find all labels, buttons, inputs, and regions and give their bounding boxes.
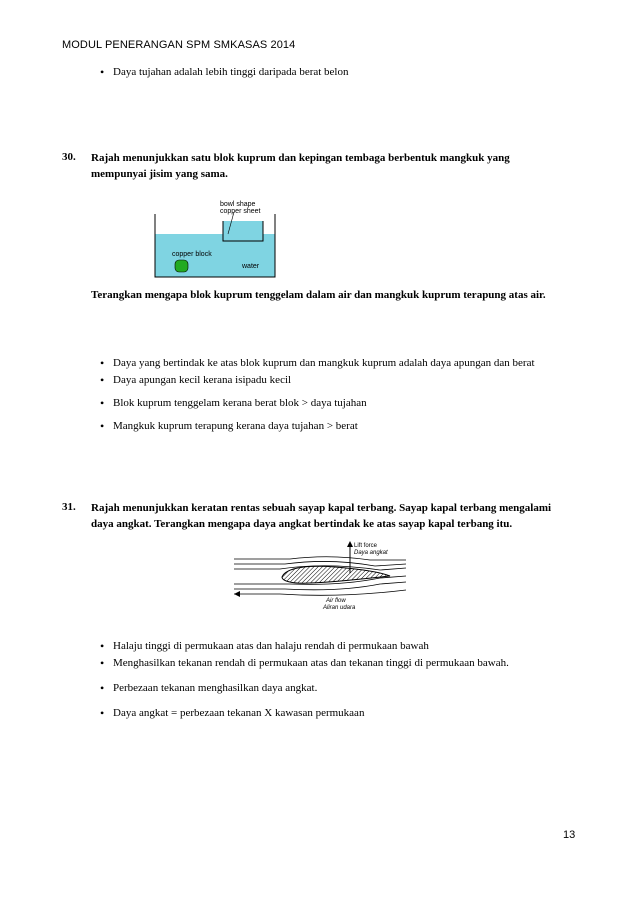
instruction-30: Terangkan mengapa blok kuprum tenggelam dalam air dan mangkuk kuprum terapung atas air. <box>91 289 546 301</box>
question-text-30: Rajah menunjukkan satu blok kuprum dan kepingan tembaga berbentuk mangkuk yang mempunyai jisim yang sama. <box>91 152 510 180</box>
list-item: • Mangkuk kuprum terapung kerana daya tujahan > berat <box>100 420 570 433</box>
list-item: • Daya apungan kecil kerana isipadu kecil <box>100 374 570 387</box>
list-item: • Daya tujahan adalah lebih tinggi daripada berat belon <box>100 66 570 79</box>
air-label-1: Air flow <box>326 598 346 604</box>
answer-list-31 <box>100 640 570 720</box>
list-item: • Menghasilkan tekanan rendah di permukaan atas dan tekanan tinggi di permukaan bawah. <box>100 657 570 670</box>
question-number-31: 31. <box>62 501 76 513</box>
answer-list-30 <box>100 357 570 433</box>
question-text-31: Rajah menunjukkan keratan rentas sebuah sayap kapal terbang. Sayap kapal terbang mengalami daya angkat. Terangkan mengapa daya angkat bertindak ke atas sayap kapal terbang itu. <box>91 502 552 530</box>
list-item: • Daya angkat = perbezaan tekanan X kawasan permukaan <box>100 707 570 720</box>
air-label-2: Aliran udara <box>323 605 356 610</box>
list-item: • Perbezaan tekanan menghasilkan daya angkat. <box>100 682 570 695</box>
copper-figure <box>150 198 280 280</box>
lift-label-2: Daya angkat <box>354 550 388 556</box>
page-number: 13 <box>563 829 576 841</box>
question-number-30: 30. <box>62 151 76 163</box>
water-label: water <box>242 263 260 270</box>
list-item: • Halaju tinggi di permukaan atas dan halaju rendah di permukaan bawah <box>100 640 570 653</box>
page-header: MODUL PENERANGAN SPM SMKASAS 2014 <box>62 39 296 51</box>
bowl-label-2: copper sheet <box>220 208 261 215</box>
bowl-label-1: bowl shape <box>220 201 256 208</box>
list-item: • Blok kuprum tenggelam kerana berat blok > daya tujahan <box>100 397 570 410</box>
block-label: copper block <box>172 251 212 258</box>
top-bullet-list <box>100 66 570 79</box>
lift-label-1: Lift force <box>354 543 378 549</box>
copper-block <box>175 260 188 272</box>
wing-figure <box>230 540 410 610</box>
list-item: • Daya yang bertindak ke atas blok kuprum dan mangkuk kuprum adalah daya apungan dan berat <box>100 357 570 370</box>
